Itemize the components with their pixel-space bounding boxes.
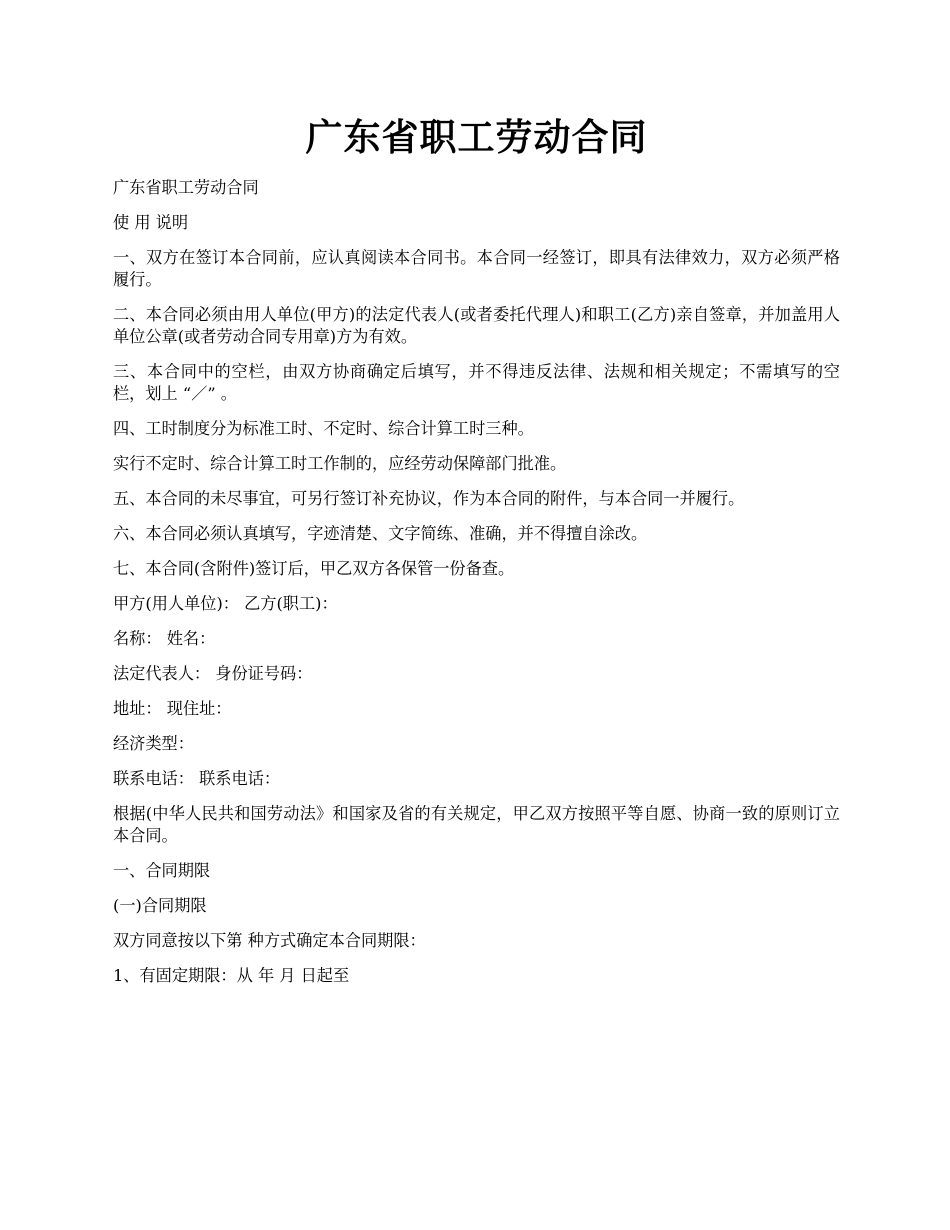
paragraph-usage-heading: 使 用 说明 (113, 213, 189, 232)
paragraph-instruction-2: 二、本合同必须由用人单位(甲方)的法定代表人(或者委托代理人)和职工(乙方)亲自签章，并加盖用人单位公章(或者劳动合同专用章)方为有效。 (113, 305, 840, 346)
paragraph-fixed-term: 1、有固定期限：从 年 月 日起至 (113, 966, 350, 985)
paragraph-instruction-1: 一、双方在签订本合同前，应认真阅读本合同书。本合同一经签订，即具有法律效力，双方必须严格履行。 (113, 248, 840, 289)
document-title: 广东省职工劳动合同 (305, 115, 648, 159)
paragraph-preamble: 根据(中华人民共和国劳动法》和国家及省的有关规定，甲乙双方按照平等自愿、协商一致的原则订立本合同。 (113, 804, 840, 845)
paragraph-instruction-4-note: 实行不定时、综合计算工时工作制的，应经劳动保障部门批准。 (113, 454, 567, 473)
paragraph-subsection-heading: (一)合同期限 (113, 896, 207, 915)
paragraph-address-fields: 地址： 现住址： (113, 699, 232, 718)
paragraph-phone-fields: 联系电话： 联系电话： (113, 769, 281, 788)
paragraph-economic-type: 经济类型： (113, 734, 194, 753)
paragraph-instruction-7: 七、本合同(含附件)签订后，甲乙双方各保管一份备查。 (113, 559, 515, 578)
paragraph-parties: 甲方(用人单位)： 乙方(职工)： (113, 594, 338, 613)
paragraph-instruction-4: 四、工时制度分为标准工时、不定时、综合计算工时三种。 (113, 419, 534, 438)
paragraph-term-method: 双方同意按以下第 种方式确定本合同期限： (113, 931, 426, 950)
paragraph-name-fields: 名称： 姓名： (113, 629, 216, 648)
document-body (113, 177, 840, 1000)
paragraph-instruction-5: 五、本合同的未尽事宜，可另行签订补充协议，作为本合同的附件，与本合同一并履行。 (113, 489, 745, 508)
paragraph-subtitle: 广东省职工劳动合同 (113, 178, 259, 197)
paragraph-representative-fields: 法定代表人： 身份证号码： (113, 664, 313, 683)
paragraph-section-1-heading: 一、合同期限 (113, 861, 211, 880)
paragraph-instruction-3: 三、本合同中的空栏，由双方协商确定后填写，并不得违反法律、法规和相关规定；不需填写的空栏，划上 “／” 。 (113, 362, 840, 403)
paragraph-instruction-6: 六、本合同必须认真填写，字迹清楚、文字简练、准确，并不得擅自涂改。 (113, 524, 648, 543)
